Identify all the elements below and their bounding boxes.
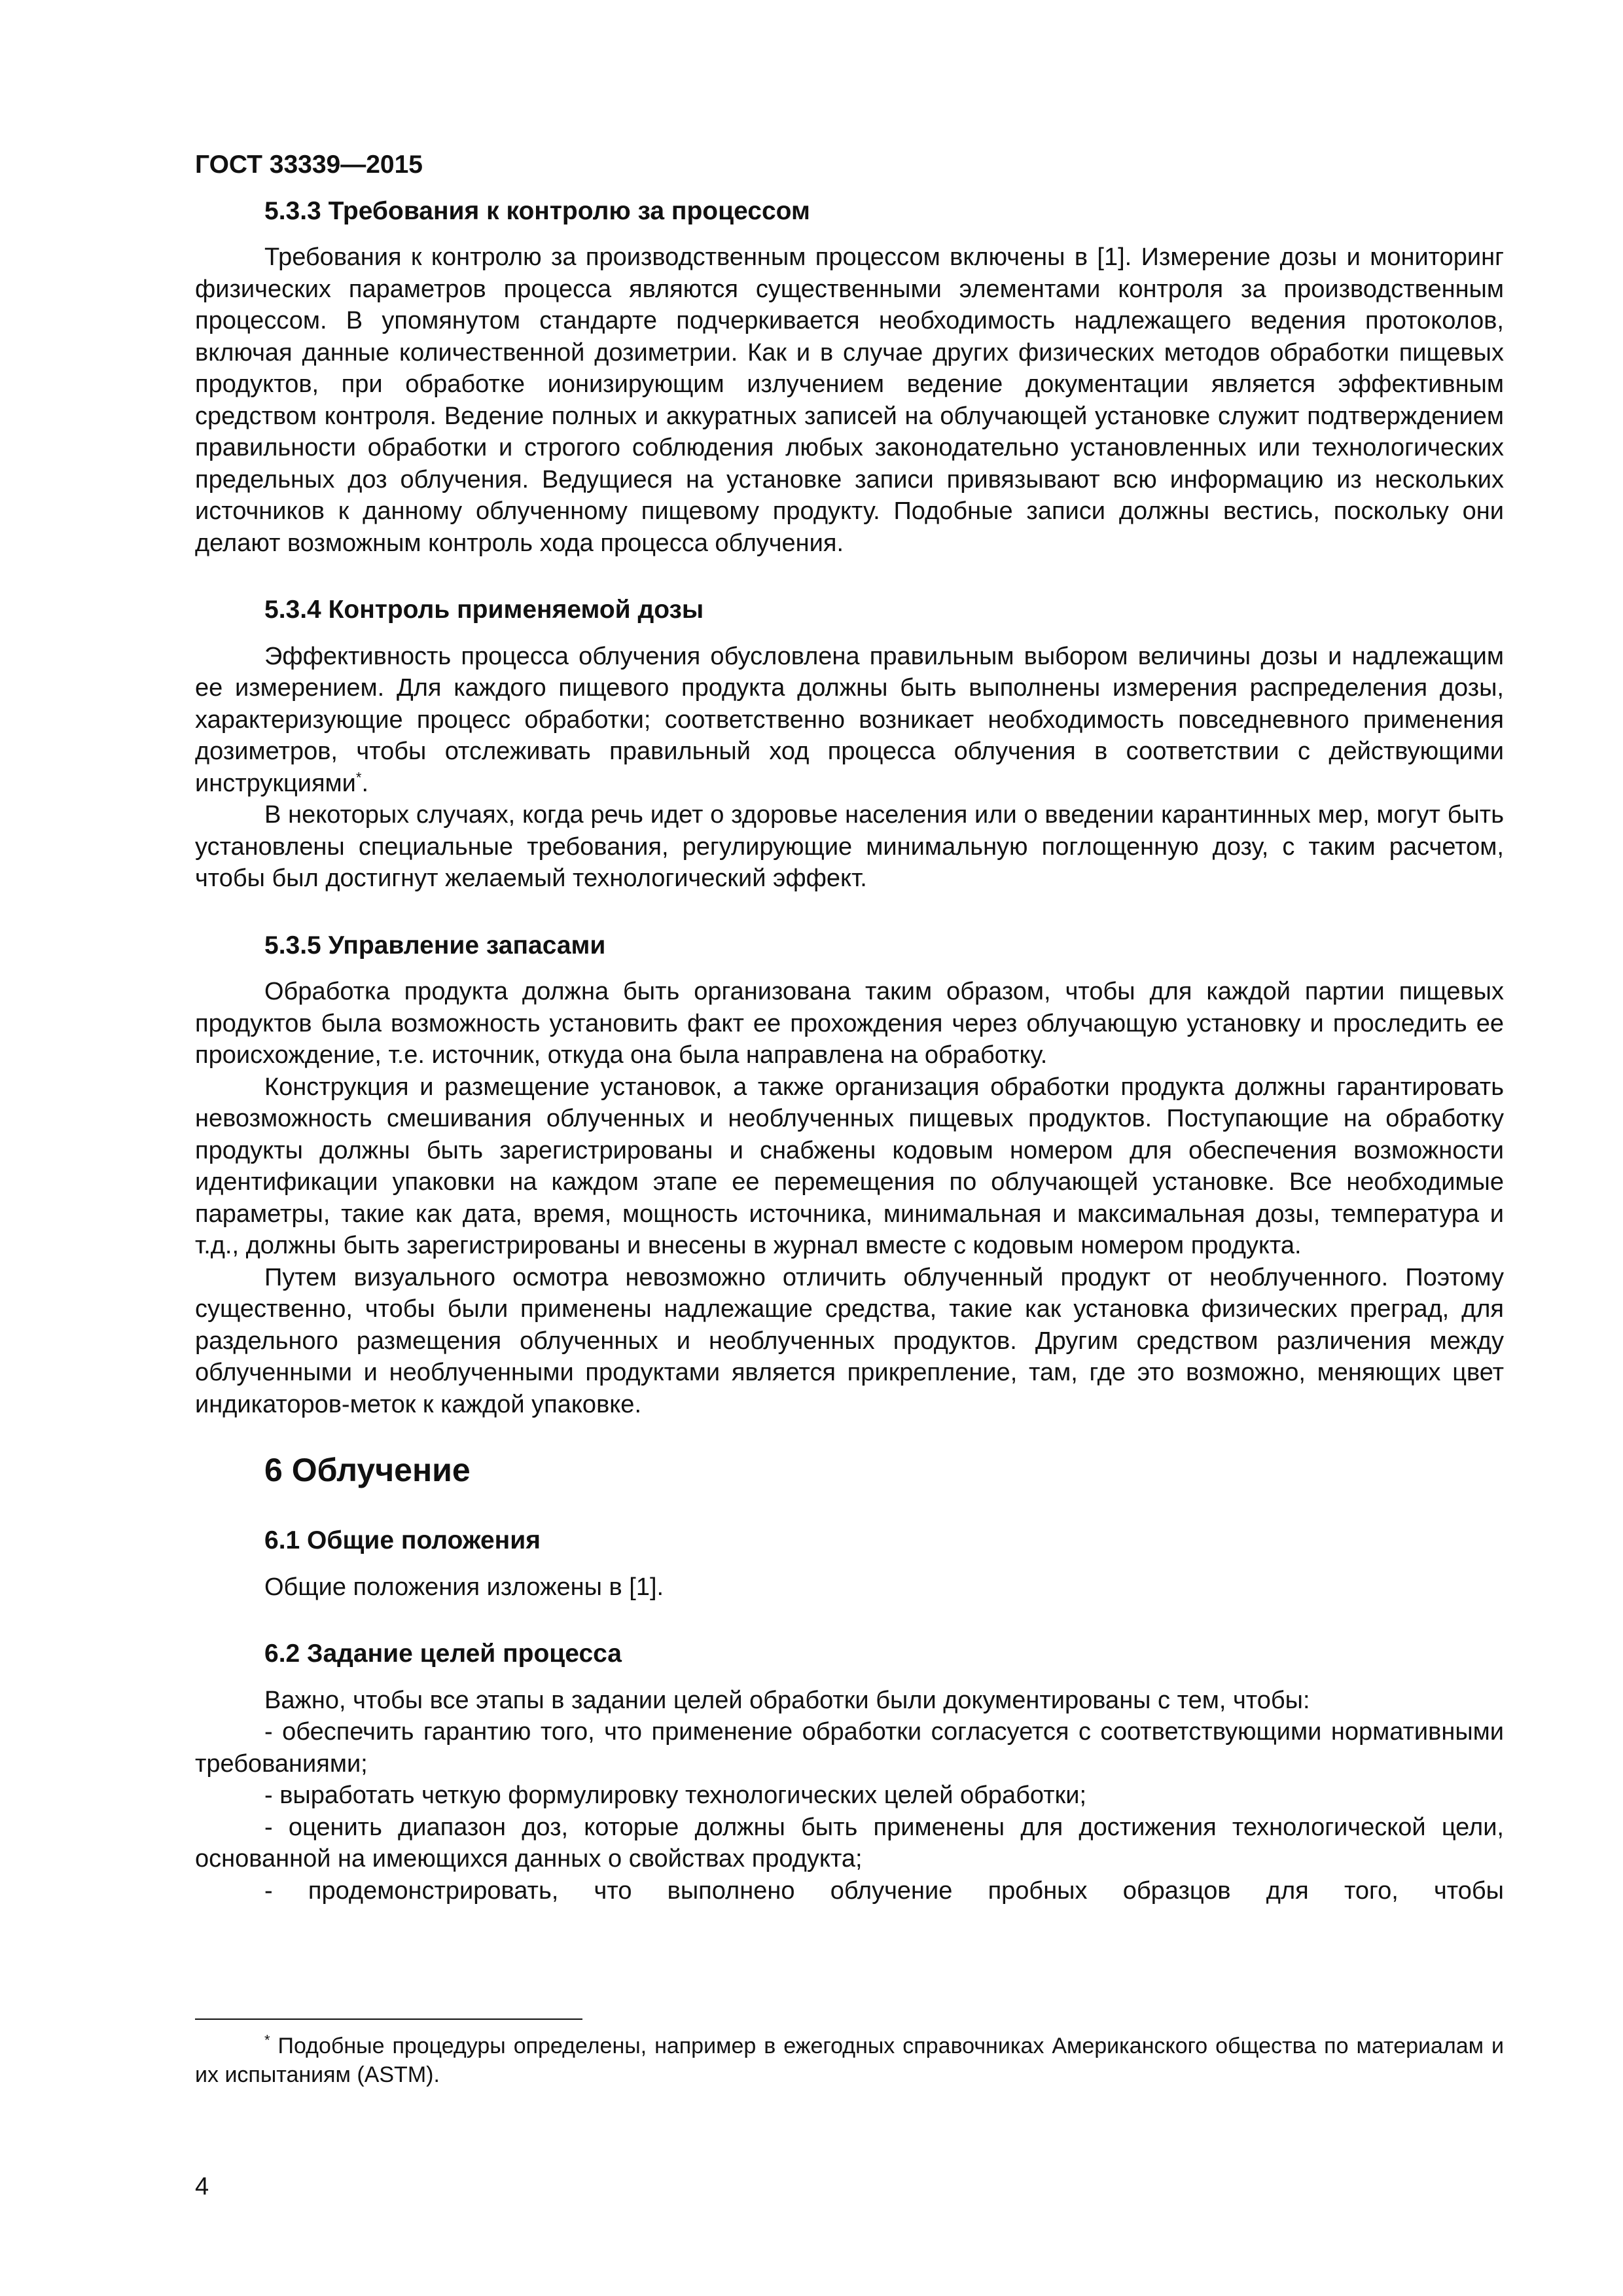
section-5-3-4-title: 5.3.4 Контроль применяемой дозы [264, 596, 704, 624]
section-6-2-paragraph: Важно, чтобы все этапы в задании целей обработки были документированы с тем, чтобы: [264, 1686, 1310, 1714]
section-5-3-3-paragraph: Требования к контролю за производственным процессом включены в [1]. Измерение дозы и мониторинг физических параметров процесса являются существенными элементами контроля за производственным процессом. В упомянутом стандарте подчеркивается необходимость надлежащего ведения протоколов, включая данные количественной дозиметрии. Как и в случае других физических методов обработки пищевых продуктов, при обработке ионизирующим излучением ведение документации является эффективным средством контроля. Ведение полных и аккуратных записей на облучающей установке служит подтверждением правильности обработки и строгого соблюдения любых законодательно установленных или технологических предельных доз облучения. Ведущиеся на установке записи привязывают всю информацию из нескольких источников к данному облученному пищевому продукту. Подобные записи должны вестись, поскольку они делают возможным контроль хода процесса облучения. [195, 243, 1504, 557]
section-6-2-list-item: - выработать четкую формулировку технологических целей обработки; [264, 1782, 1087, 1809]
section-5-3-4-paragraph-1 [195, 641, 1504, 800]
section-6-2-list-item: - обеспечить гарантию того, что применение обработки согласуется с соответствующими нормативными требованиями; [195, 1718, 1504, 1778]
section-6-2-list-item: - оценить диапазон доз, которые должны быть применены для достижения технологической цели, основанной на имеющихся данных о свойствах продукта; [195, 1813, 1504, 1873]
page-number: 4 [195, 2173, 209, 2200]
footnote-divider [195, 2018, 582, 2020]
footnote-mark: * [264, 2032, 270, 2049]
section-6-2-title: 6.2 Задание целей процесса [264, 1640, 622, 1668]
document-id: ГОСТ 33339—2015 [195, 151, 423, 179]
section-6-1-paragraph: Общие положения изложены в [1]. [264, 1573, 664, 1601]
section-6-title: 6 Облучение [264, 1452, 471, 1488]
page-body [195, 149, 1504, 1907]
section-5-3-5-title: 5.3.5 Управление запасами [264, 931, 606, 960]
section-5-3-4-paragraph-2: В некоторых случаях, когда речь идет о здоровье населения или о введении карантинных мер, могут быть установлены специальные требования, регулирующие минимальную поглощенную дозу, с таким расчетом, чтобы был достигнут желаемый технологический эффект. [195, 801, 1504, 892]
footnote [195, 2032, 1504, 2089]
section-5-3-5-paragraph-2: Конструкция и размещение установок, а также организация обработки продукта должны гарантировать невозможность смешивания облученных и необлученных пищевых продуктов. Поступающие на обработку продукты должны быть зарегистрированы и снабжены кодовым номером для обеспечения возможности идентификации упаковки на каждом этапе ее перемещения по облучающей установке. Все необходимые параметры, такие как дата, время, мощность источника, минимальная и максимальная дозы, температура и т.д., должны быть зарегистрированы и внесены в журнал вместе с кодовым номером продукта. [195, 1073, 1504, 1259]
section-6-1-title: 6.1 Общие положения [264, 1526, 541, 1554]
section-5-3-4-paragraph-1-end: . [361, 769, 368, 797]
footnote-text: Подобные процедуры определены, например в ежегодных справочниках Американского общества по материалам и их испытаниям (ASTM). [195, 2034, 1504, 2087]
section-5-3-4-paragraph-1-text: Эффективность процесса облучения обусловлена правильным выбором величины дозы и надлежащим ее измерением. Для каждого пищевого продукта должны быть выполнены измерения распределения дозы, характеризующие процесс обработки; соответственно возникает необходимость повседневного применения дозиметров, чтобы отслеживать правильный ход процесса облучения в соответствии с действующими инструкциями [195, 642, 1504, 797]
footnote-reference-mark: * [355, 768, 362, 785]
footnote-mark-wrap [195, 2034, 270, 2058]
section-5-3-5-paragraph-3: Путем визуального осмотра невозможно отличить облученный продукт от необлученного. Поэтому существенно, чтобы были применены надлежащие средства, такие как установка физических преград, для раздельного размещения облученных и необлученных продуктов. Другим средством различения между облученными и необлученными продуктами является прикрепление, там, где это возможно, меняющих цвет индикаторов-меток к каждой упаковке. [195, 1263, 1504, 1418]
section-5-3-5-paragraph-1: Обработка продукта должна быть организована таким образом, чтобы для каждой партии пищевых продуктов была возможность установить факт ее прохождения через облучающую установку и проследить ее происхождение, т.е. источник, откуда она была направлена на обработку. [195, 978, 1504, 1069]
section-5-3-3-title: 5.3.3 Требования к контролю за процессом [264, 196, 810, 225]
section-6-2-list-item: - продемонстрировать, что выполнено облучение пробных образцов для того, чтобы [264, 1876, 1504, 1905]
